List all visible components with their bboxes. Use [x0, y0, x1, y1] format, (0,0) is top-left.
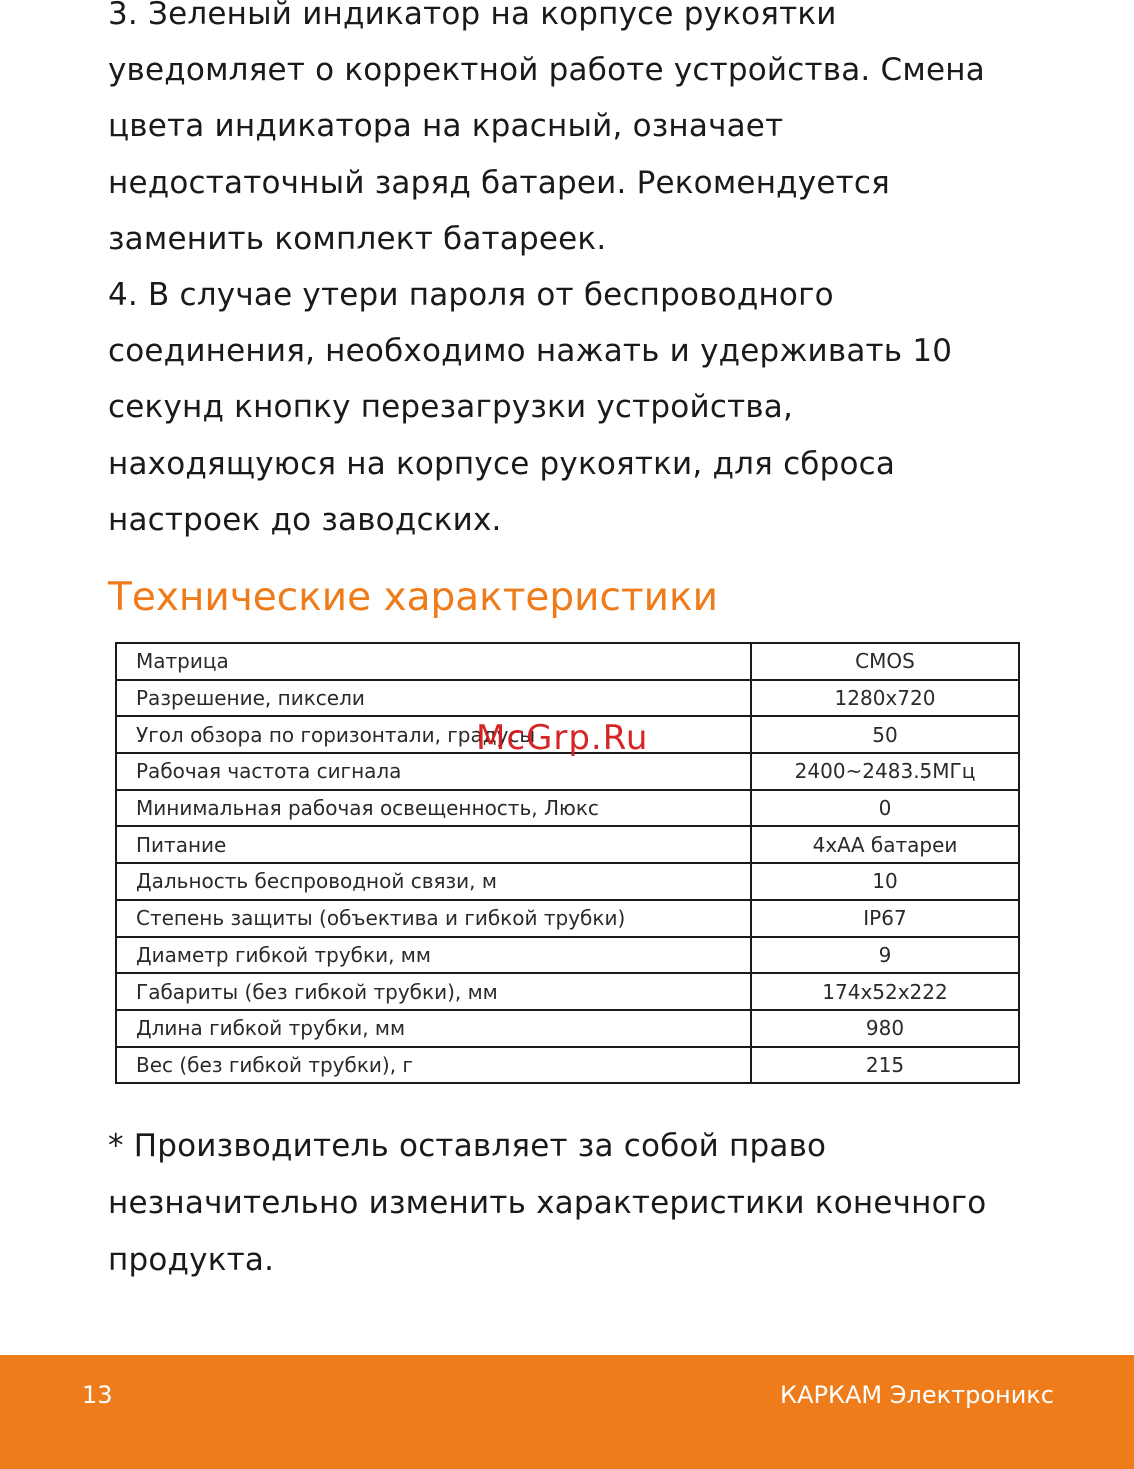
spec-label: Рабочая частота сигнала: [116, 753, 751, 790]
page-number: 13: [82, 1381, 113, 1409]
instruction-item-4: 4. В случае утери пароля от беспроводного соединения, необходимо нажать и удерживать 10 секунд кнопку перезагрузки устройства, находящуюся на корпусе рукоятки, для сброса настроек до заводских.: [108, 277, 953, 538]
specs-table: [115, 642, 1020, 1084]
disclaimer-note: * Производитель оставляет за собой право незначительно изменить характеристики конечного продукта.: [108, 1128, 987, 1278]
specs-title: Технические характеристики: [108, 575, 718, 620]
spec-label: Минимальная рабочая освещенность, Люкс: [116, 790, 751, 827]
table-row: [116, 1010, 1019, 1047]
spec-label: Длина гибкой трубки, мм: [116, 1010, 751, 1047]
spec-value: CMOS: [751, 643, 1019, 680]
spec-value: 980: [751, 1010, 1019, 1047]
spec-value: 50: [751, 716, 1019, 753]
spec-value: 0: [751, 790, 1019, 827]
spec-label: Угол обзора по горизонтали, градусы: [116, 716, 751, 753]
page-footer: [0, 1355, 1134, 1469]
watermark: McGrp.Ru: [476, 718, 649, 758]
instructions-block: [108, 0, 1028, 548]
table-row: [116, 863, 1019, 900]
table-row: [116, 753, 1019, 790]
spec-value: IP67: [751, 900, 1019, 937]
spec-label: Вес (без гибкой трубки), г: [116, 1047, 751, 1084]
table-row: [116, 900, 1019, 937]
table-row: [116, 826, 1019, 863]
table-row: [116, 937, 1019, 974]
table-row: [116, 973, 1019, 1010]
spec-label: Габариты (без гибкой трубки), мм: [116, 973, 751, 1010]
spec-label: Питание: [116, 826, 751, 863]
spec-value: 9: [751, 937, 1019, 974]
brand-name: КАРКАМ Электроникс: [780, 1381, 1054, 1409]
instruction-item-3: 3. Зеленый индикатор на корпусе рукоятки уведомляет о корректной работе устройства. Смена цвета индикатора на красный, означает недостаточный заряд батареи. Рекомендуется заменить комплект батареек.: [108, 0, 985, 257]
table-row: [116, 790, 1019, 827]
spec-label: Матрица: [116, 643, 751, 680]
spec-value: 2400~2483.5МГц: [751, 753, 1019, 790]
table-row: [116, 680, 1019, 717]
spec-value: 174x52x222: [751, 973, 1019, 1010]
spec-value: 10: [751, 863, 1019, 900]
spec-value: 1280x720: [751, 680, 1019, 717]
table-row: [116, 643, 1019, 680]
spec-label: Дальность беспроводной связи, м: [116, 863, 751, 900]
spec-value: 215: [751, 1047, 1019, 1084]
spec-label: Степень защиты (объектива и гибкой трубки): [116, 900, 751, 937]
spec-label: Разрешение, пиксели: [116, 680, 751, 717]
spec-value: 4хАА батареи: [751, 826, 1019, 863]
spec-label: Диаметр гибкой трубки, мм: [116, 937, 751, 974]
table-row: [116, 1047, 1019, 1084]
